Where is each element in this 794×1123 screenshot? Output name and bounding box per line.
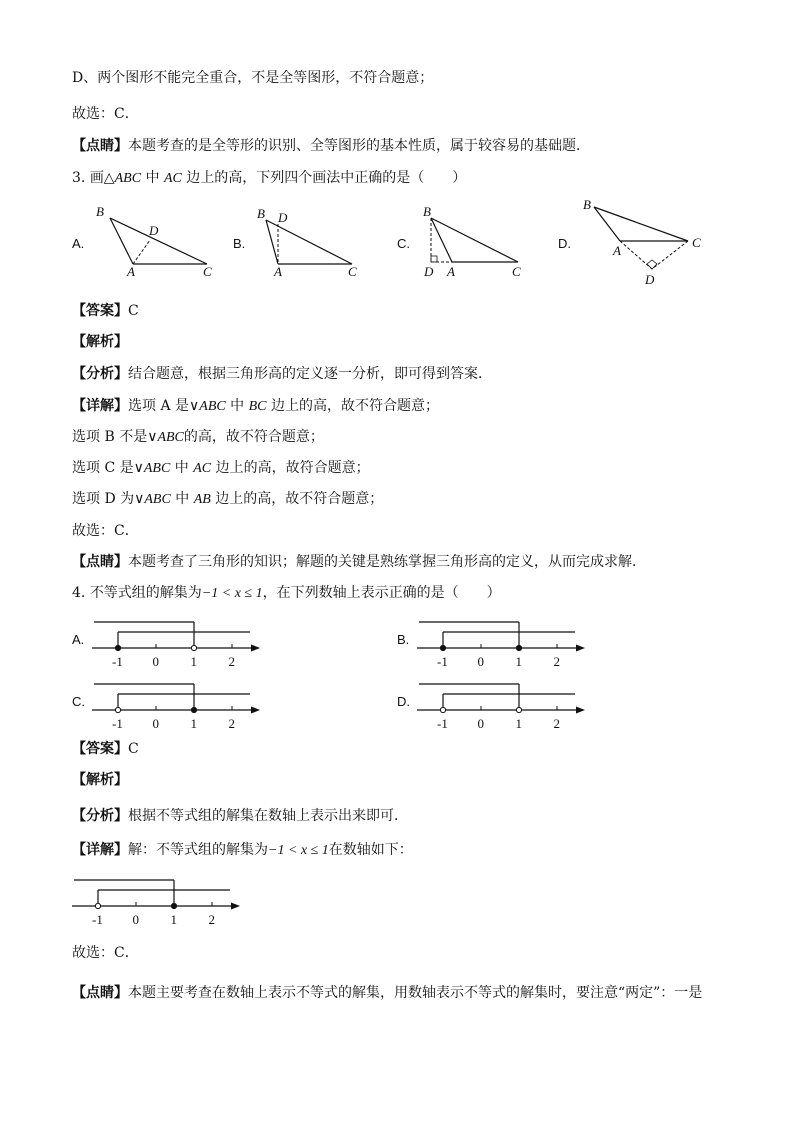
detail-tag: 【详解】 [72,842,128,858]
tick-label: 0 [477,716,484,731]
answer-value: C [128,741,139,757]
tick-label: 1 [190,654,197,669]
q4-option-d-label: D. [397,694,410,709]
q4-numberline-solution [70,868,250,928]
fig-c-label-a: A [447,264,455,279]
q4-number: 4. [72,585,86,601]
d3-mid: 中 [174,460,189,476]
q4-option-a-label: A. [72,632,85,647]
answer-value: C [128,303,139,319]
comment-text: 本题考查的是全等形的识别、全等图形的基本性质，属于较容易的基础题． [128,138,590,154]
q3-analysis [72,332,128,352]
q4-numberline-a [90,610,270,670]
fenxi-tag: 【分析】 [72,808,128,824]
q3-detail-2 [72,427,324,447]
fig-a-label-a: A [127,264,135,279]
axis-arrow [251,645,260,652]
d1-post: 边上的高，故不符合题意； [270,398,439,414]
fig-c-label-c: C [512,264,521,279]
prev-choose: 故选：C． [72,106,139,122]
prev-option-d: D、两个图形不能完全重合，不是全等图形，不符合题意； [72,70,434,86]
d1-side: BC [248,399,267,414]
d3-tri: ∨ABC [133,461,171,476]
tick-label: 2 [208,912,215,927]
tick-label: 0 [132,912,139,927]
tick-label: 2 [228,716,235,731]
analysis-tag: 【解析】 [72,772,128,788]
tick-label: 0 [152,716,159,731]
tick-label: 2 [553,716,560,731]
d3-post: 边上的高，故符合题意； [215,460,370,476]
q3-answer [72,301,139,321]
prev-comment [72,136,590,156]
q3-number: 3. [72,170,86,186]
q3-stem-abc: ABC [114,171,142,186]
q3-detail-3 [72,458,370,478]
tick-label: -1 [92,912,103,927]
q4-option-c-label: C. [72,694,85,709]
q4-stem-pre: 不等式组的解集为 [89,585,202,601]
endpoint-left [115,707,120,712]
tick-label: 2 [228,654,235,669]
tick-label: 0 [477,654,484,669]
q4-answer [72,739,139,759]
analysis-tag: 【解析】 [72,334,128,350]
endpoint-left [95,903,100,908]
q3-option-b-label: B. [233,236,246,251]
q4-comment [72,983,702,1003]
q4-choose: 故选：C． [72,945,139,961]
fig-b-label-c: C [348,264,357,279]
q3-stem-mid: 中 [145,170,160,186]
q3-choose: 故选：C． [72,523,139,539]
tick-label: -1 [112,716,123,731]
q4-stem-post: ，在下列数轴上表示正确的是（ ） [262,585,501,601]
comment-text: 本题考查了三角形的知识；解题的关键是熟练掌握三角形高的定义，从而完成求解． [128,554,646,570]
endpoint-right [171,903,176,908]
q3-fenxi [72,364,492,384]
endpoint-right [191,645,196,650]
endpoint-right [191,707,196,712]
detail-inequality: −1 < x ≤ 1 [268,843,329,858]
q3-figure-a [90,200,220,280]
axis-arrow [231,903,240,910]
q3-detail-1 [72,396,439,416]
axis-arrow [576,645,585,652]
d2-post: 的高，故不符合题意； [183,429,324,445]
axis-arrow [576,707,585,714]
tick-label: 1 [170,912,177,927]
q4-option-b-label: B. [397,632,410,647]
detail-pre: 解：不等式组的解集为 [128,842,268,858]
q3-option-d-label: D. [558,236,571,251]
answer-tag: 【答案】 [72,303,128,319]
q3-figure-d [580,195,710,287]
comment-text: 本题主要考查在数轴上表示不等式的解集，用数轴表示不等式的解集时，要注意“两定”：一是 [128,985,703,1001]
comment-tag: 【点睛】 [72,985,128,1001]
q3-stem [72,168,466,188]
d2-pre: 选项 B 不是 [72,429,148,445]
d4-side: AB [193,492,211,507]
tick-label: 0 [152,654,159,669]
q3-figure-b [252,200,372,280]
d4-tri: ∨ABC [134,492,171,507]
q3-detail-4 [72,489,383,509]
answer-tag: 【答案】 [72,741,128,757]
endpoint-left [115,645,120,650]
fenxi-text: 根据不等式组的解集在数轴上表示出来即可． [128,808,408,824]
d4-post: 边上的高，故不符合题意； [215,491,384,507]
tick-label: -1 [112,654,123,669]
fig-b-label-a: A [274,264,282,279]
fig-d-label-c: C [692,235,701,250]
axis-arrow [251,707,260,714]
fig-d-label-d: D [645,272,655,287]
tick-label: 1 [515,716,522,731]
q4-inequality: −1 < x ≤ 1 [201,586,263,601]
fig-a-label-c: C [203,264,212,279]
q4-fenxi [72,806,408,826]
d4-mid: 中 [175,491,190,507]
endpoint-left [440,645,445,650]
d3-pre: 选项 C 是 [72,460,134,476]
d1-tri: ∨ABC [189,399,226,414]
q3-option-a-label: A. [72,236,85,251]
q3-comment [72,552,646,572]
q4-detail [72,840,413,860]
tick-label: 2 [553,654,560,669]
comment-tag: 【点睛】 [72,554,128,570]
q4-numberline-c [90,672,270,732]
q3-stem-post: 边上的高，下列四个画法中正确的是（ ） [186,170,467,186]
d1-mid: 中 [230,398,245,414]
fig-c-label-d: D [424,264,434,279]
fig-a-label-b: B [96,204,104,219]
comment-tag: 【点睛】 [72,138,128,154]
fig-d-label-b: B [583,197,591,212]
d1-pre: 选项 A 是 [128,398,190,414]
q3-stem-ac: AC [163,171,182,186]
tick-label: 1 [190,716,197,731]
tick-label: -1 [437,716,448,731]
endpoint-left [440,707,445,712]
fig-d-label-a: A [613,243,621,258]
detail-tag: 【详解】 [72,398,128,414]
q4-numberline-d [415,672,595,732]
q3-figure-c [418,200,538,280]
fenxi-text: 结合题意，根据三角形高的定义逐一分析，即可得到答案． [128,366,492,382]
endpoint-right [516,707,521,712]
fig-c-label-b: B [423,204,431,219]
fenxi-tag: 【分析】 [72,366,128,382]
fig-b-label-b: B [257,206,265,221]
endpoint-right [516,645,521,650]
q4-stem [72,583,501,603]
d2-tri: ∨ABC [147,430,184,445]
q3-option-c-label: C. [397,236,410,251]
d3-side: AC [193,461,212,476]
detail-post: 在数轴如下： [328,842,413,858]
tick-label: 1 [515,654,522,669]
q4-analysis [72,770,128,790]
q3-stem-pre: 画△ [89,170,115,186]
fig-b-label-d: D [278,210,288,225]
d4-pre: 选项 D 为 [72,491,135,507]
q4-numberline-b [415,610,595,670]
fig-a-label-d: D [149,223,159,238]
tick-label: -1 [437,654,448,669]
